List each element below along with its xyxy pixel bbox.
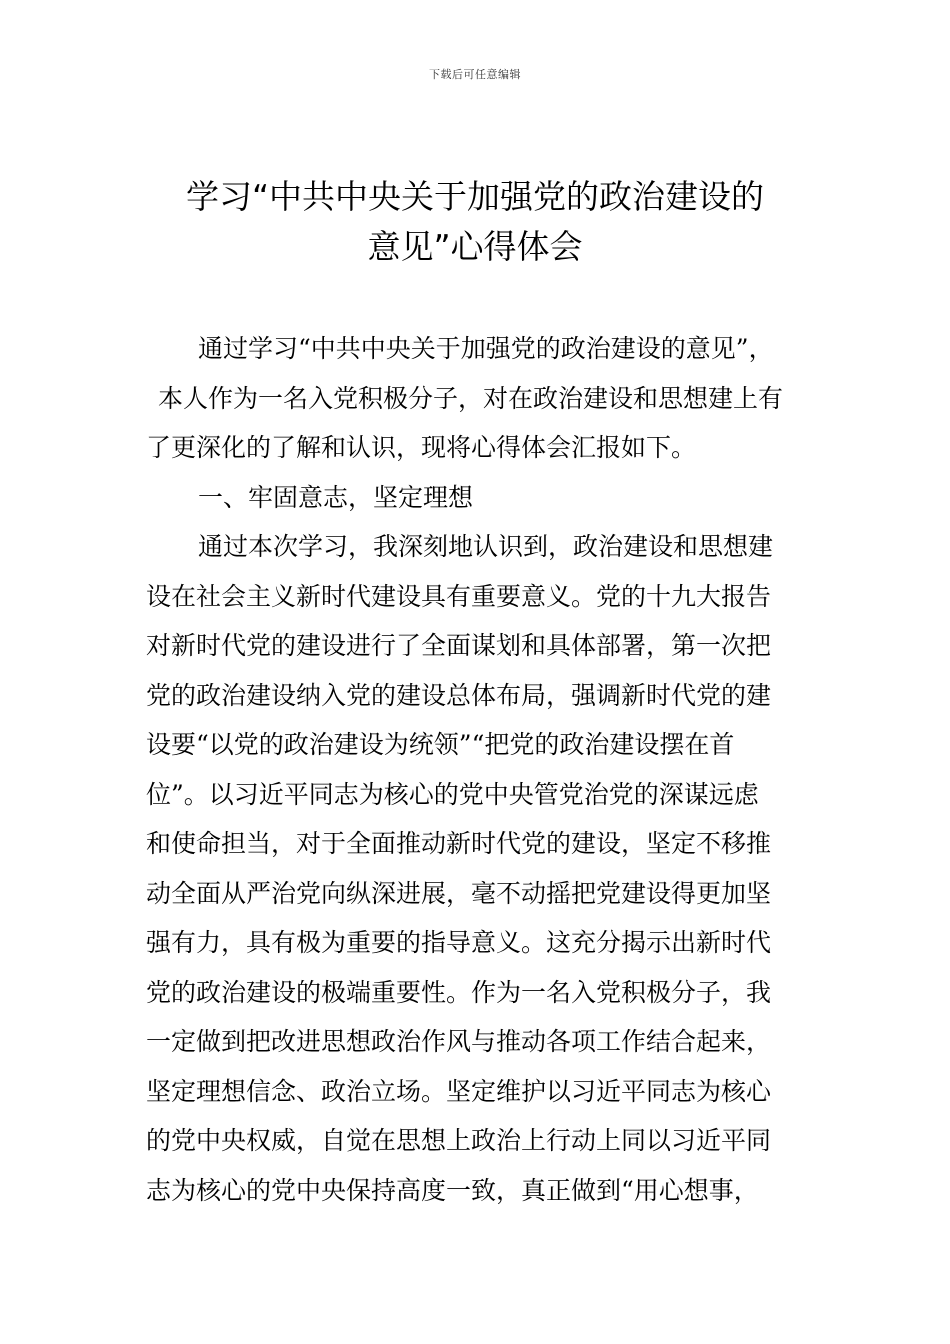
paragraph-line: 党的政治建设纳入党的建设总体布局，强调新时代党的建 <box>146 680 772 710</box>
paragraph-line: 本人作为一名入党积极分子，对在政治建设和思想建上有 <box>158 383 784 413</box>
paragraph-line: 的党中央权威，自觉在思想上政治上行动上同以习近平同 <box>146 1126 772 1155</box>
paragraph-line: 坚定理想信念、政治立场。坚定维护以习近平同志为核心 <box>146 1076 772 1106</box>
paragraph-line: 了更深化的了解和认识，现将心得体会汇报如下。 <box>146 433 697 462</box>
title-line-2: 意见”心得体会 <box>367 227 583 266</box>
paragraph-line: 设在社会主义新时代建设具有重要意义。党的十九大报告 <box>146 581 772 611</box>
document-title <box>0 172 950 272</box>
section-heading: 一、牢固意志，坚定理想 <box>198 482 474 512</box>
document-body <box>146 324 814 1215</box>
header-note: 下载后可任意编辑 <box>429 68 521 81</box>
paragraph-line: 强有力，具有极为重要的指导意义。这充分揭示出新时代 <box>146 928 772 957</box>
paragraph-line: 志为核心的党中央保持高度一致，真正做到“用心想事， <box>146 1175 759 1205</box>
paragraph-section-1 <box>146 522 814 1215</box>
paragraph-line: 和使命担当，对于全面推动新时代党的建设，坚定不移推 <box>146 829 772 858</box>
paragraph-line: 位”。以习近平同志为核心的党中央管党治党的深谋远虑 <box>146 779 759 809</box>
paragraph-line: 通过本次学习，我深刻地认识到，政治建设和思想建 <box>198 532 774 561</box>
title-line-1: 学习“中共中央关于加强党的政治建设的 <box>185 177 765 216</box>
paragraph-line: 一定做到把改进思想政治作风与推动各项工作结合起来， <box>146 1027 772 1056</box>
paragraph-intro <box>146 324 814 473</box>
paragraph-line: 通过学习“中共中央关于加强党的政治建设的意见”， <box>198 334 774 363</box>
paragraph-line: 党的政治建设的极端重要性。作为一名入党积极分子，我 <box>146 977 772 1007</box>
paragraph-line: 设要“以党的政治建设为统领”“把党的政治建设摆在首 <box>146 730 735 759</box>
paragraph-line: 对新时代党的建设进行了全面谋划和具体部署，第一次把 <box>146 631 772 660</box>
paragraph-line: 动全面从严治党向纵深进展，毫不动摇把党建设得更加坚 <box>146 878 772 908</box>
